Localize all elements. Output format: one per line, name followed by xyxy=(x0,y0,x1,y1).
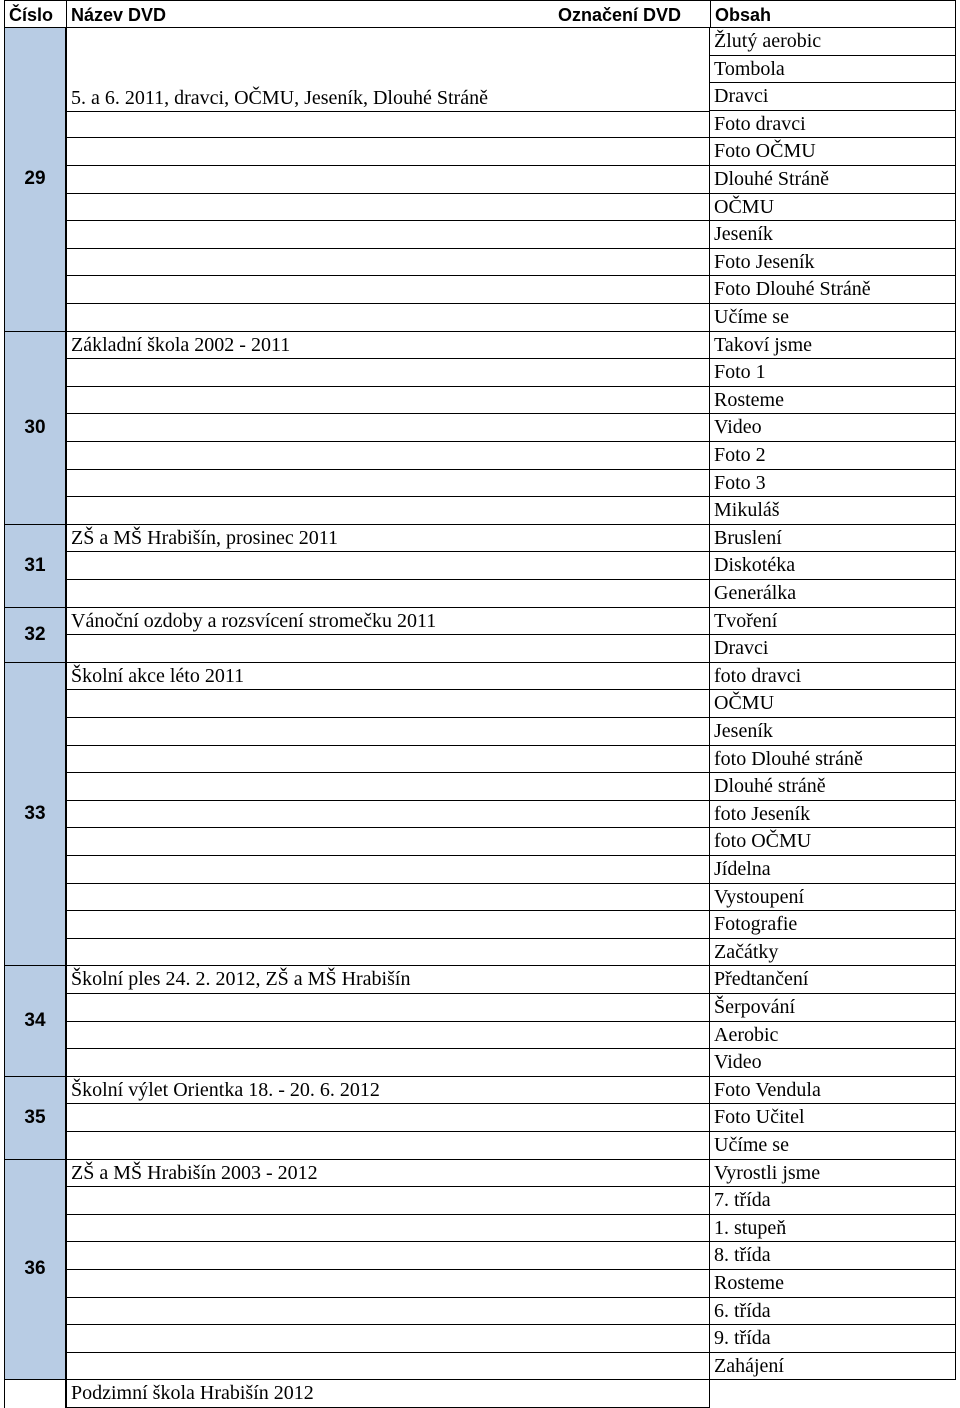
dvd-name-cell xyxy=(66,387,710,415)
content-cell: Foto 3 xyxy=(710,470,956,498)
content-cell: Žlutý aerobic xyxy=(710,28,956,56)
dvd-number-cell xyxy=(4,1380,66,1408)
content-cell: Generálka xyxy=(710,580,956,608)
dvd-name-cell xyxy=(66,690,710,718)
dvd-name-cell xyxy=(66,828,710,856)
dvd-name-cell: Vánoční ozdoby a rozsvícení stromečku 2011 xyxy=(66,608,710,636)
header-number: Číslo xyxy=(4,0,66,28)
content-cell: Začátky xyxy=(710,939,956,967)
dvd-name-cell xyxy=(66,359,710,387)
dvd-number-cell: 30 xyxy=(4,332,66,525)
dvd-name-cell xyxy=(66,442,710,470)
dvd-name-cell xyxy=(66,1353,710,1381)
content-cell: Foto Jeseník xyxy=(710,249,956,277)
content-cell: OČMU xyxy=(710,194,956,222)
content-cell: 9. třída xyxy=(710,1325,956,1353)
dvd-name-cell: ZŠ a MŠ Hrabišín, prosinec 2011 xyxy=(66,525,710,553)
dvd-name-cell xyxy=(66,470,710,498)
dvd-name-cell xyxy=(66,166,710,194)
content-cell: Takoví jsme xyxy=(710,332,956,360)
dvd-name-cell: Školní výlet Orientka 18. - 20. 6. 2012 xyxy=(66,1077,710,1105)
dvd-name-cell xyxy=(66,1132,710,1160)
dvd-name-cell xyxy=(66,884,710,912)
dvd-name-cell xyxy=(66,1325,710,1353)
header-name: Název DVD xyxy=(66,0,554,28)
dvd-name-cell: Školní ples 24. 2. 2012, ZŠ a MŠ Hrabišín xyxy=(66,966,710,994)
dvd-number-cell: 29 xyxy=(4,28,66,332)
dvd-name-cell xyxy=(66,718,710,746)
content-cell: Jeseník xyxy=(710,718,956,746)
content-cell: Foto Učitel xyxy=(710,1104,956,1132)
content-cell: Dlouhé Stráně xyxy=(710,166,956,194)
dvd-number-cell: 35 xyxy=(4,1077,66,1160)
content-cell: 1. stupeň xyxy=(710,1215,956,1243)
content-cell: foto Jeseník xyxy=(710,801,956,829)
content-cell: OČMU xyxy=(710,690,956,718)
dvd-name-cell xyxy=(66,580,710,608)
content-cell: Učíme se xyxy=(710,304,956,332)
dvd-name-cell xyxy=(66,1270,710,1298)
content-cell: Jídelna xyxy=(710,856,956,884)
content-cell: 7. třída xyxy=(710,1187,956,1215)
content-cell: Učíme se xyxy=(710,1132,956,1160)
dvd-name-cell: Podzimní škola Hrabišín 2012 xyxy=(66,1380,710,1408)
dvd-name-cell xyxy=(66,856,710,884)
content-cell: Tombola xyxy=(710,56,956,84)
dvd-number-cell: 34 xyxy=(4,966,66,1076)
dvd-name-cell xyxy=(66,994,710,1022)
dvd-name-cell xyxy=(66,304,710,332)
content-cell: Foto dravci xyxy=(710,111,956,139)
dvd-name-cell xyxy=(66,414,710,442)
content-cell: foto dravci xyxy=(710,663,956,691)
dvd-name-cell: Základní škola 2002 - 2011 xyxy=(66,332,710,360)
content-cell: Dravci xyxy=(710,83,956,111)
dvd-name-cell xyxy=(66,1215,710,1243)
content-cell: Video xyxy=(710,1049,956,1077)
dvd-name-cell xyxy=(66,939,710,967)
dvd-name-cell xyxy=(66,111,710,139)
dvd-name-cell xyxy=(66,276,710,304)
content-cell: Bruslení xyxy=(710,525,956,553)
dvd-name-cell xyxy=(66,497,710,525)
dvd-name-cell xyxy=(66,138,710,166)
dvd-name-cell xyxy=(66,1022,710,1050)
content-cell: 8. třída xyxy=(710,1242,956,1270)
content-cell: Rosteme xyxy=(710,1270,956,1298)
content-cell: Jeseník xyxy=(710,221,956,249)
content-cell: Video xyxy=(710,414,956,442)
content-cell: Dlouhé stráně xyxy=(710,773,956,801)
content-cell: Vystoupení xyxy=(710,884,956,912)
dvd-name-cell xyxy=(66,1104,710,1132)
header-content: Obsah xyxy=(710,0,956,28)
content-cell: foto Dlouhé stráně xyxy=(710,746,956,774)
dvd-number-cell: 31 xyxy=(4,525,66,608)
dvd-number-cell: 36 xyxy=(4,1160,66,1381)
dvd-name-cell: ZŠ a MŠ Hrabišín 2003 - 2012 xyxy=(66,1160,710,1188)
content-cell: Vyrostli jsme xyxy=(710,1160,956,1188)
content-cell: Zahájení xyxy=(710,1353,956,1381)
dvd-name-cell xyxy=(66,28,710,56)
content-cell: 6. třída xyxy=(710,1298,956,1326)
dvd-name-cell xyxy=(66,773,710,801)
content-cell: Tvoření xyxy=(710,608,956,636)
content-cell: Rosteme xyxy=(710,387,956,415)
content-cell: Fotografie xyxy=(710,911,956,939)
content-cell: Mikuláš xyxy=(710,497,956,525)
dvd-number-cell: 32 xyxy=(4,608,66,663)
content-cell: Foto 1 xyxy=(710,359,956,387)
content-cell: Šerpování xyxy=(710,994,956,1022)
dvd-name-cell: Školní akce léto 2011 xyxy=(66,663,710,691)
dvd-name-cell xyxy=(66,1298,710,1326)
dvd-name-cell xyxy=(66,194,710,222)
content-cell: Dravci xyxy=(710,635,956,663)
dvd-name-cell xyxy=(66,801,710,829)
dvd-name-cell xyxy=(66,1242,710,1270)
dvd-name-cell xyxy=(66,1049,710,1077)
dvd-name-cell xyxy=(66,249,710,277)
content-cell: Foto OČMU xyxy=(710,138,956,166)
dvd-name-cell xyxy=(66,635,710,663)
dvd-name-cell xyxy=(66,911,710,939)
content-cell: Foto 2 xyxy=(710,442,956,470)
dvd-name-cell xyxy=(66,552,710,580)
dvd-table xyxy=(4,0,956,1405)
content-cell: foto OČMU xyxy=(710,828,956,856)
dvd-name-cell xyxy=(66,746,710,774)
content-cell: Aerobic xyxy=(710,1022,956,1050)
header-label: Označení DVD xyxy=(554,0,710,28)
dvd-number-cell: 33 xyxy=(4,663,66,967)
dvd-name-cell xyxy=(66,1187,710,1215)
content-cell: Diskotéka xyxy=(710,552,956,580)
content-cell: Foto Vendula xyxy=(710,1077,956,1105)
content-cell: Předtančení xyxy=(710,966,956,994)
dvd-name-cell xyxy=(66,221,710,249)
content-cell: Foto Dlouhé Stráně xyxy=(710,276,956,304)
dvd-name-cell: 5. a 6. 2011, dravci, OČMU, Jeseník, Dlouhé Stráně xyxy=(66,57,710,112)
